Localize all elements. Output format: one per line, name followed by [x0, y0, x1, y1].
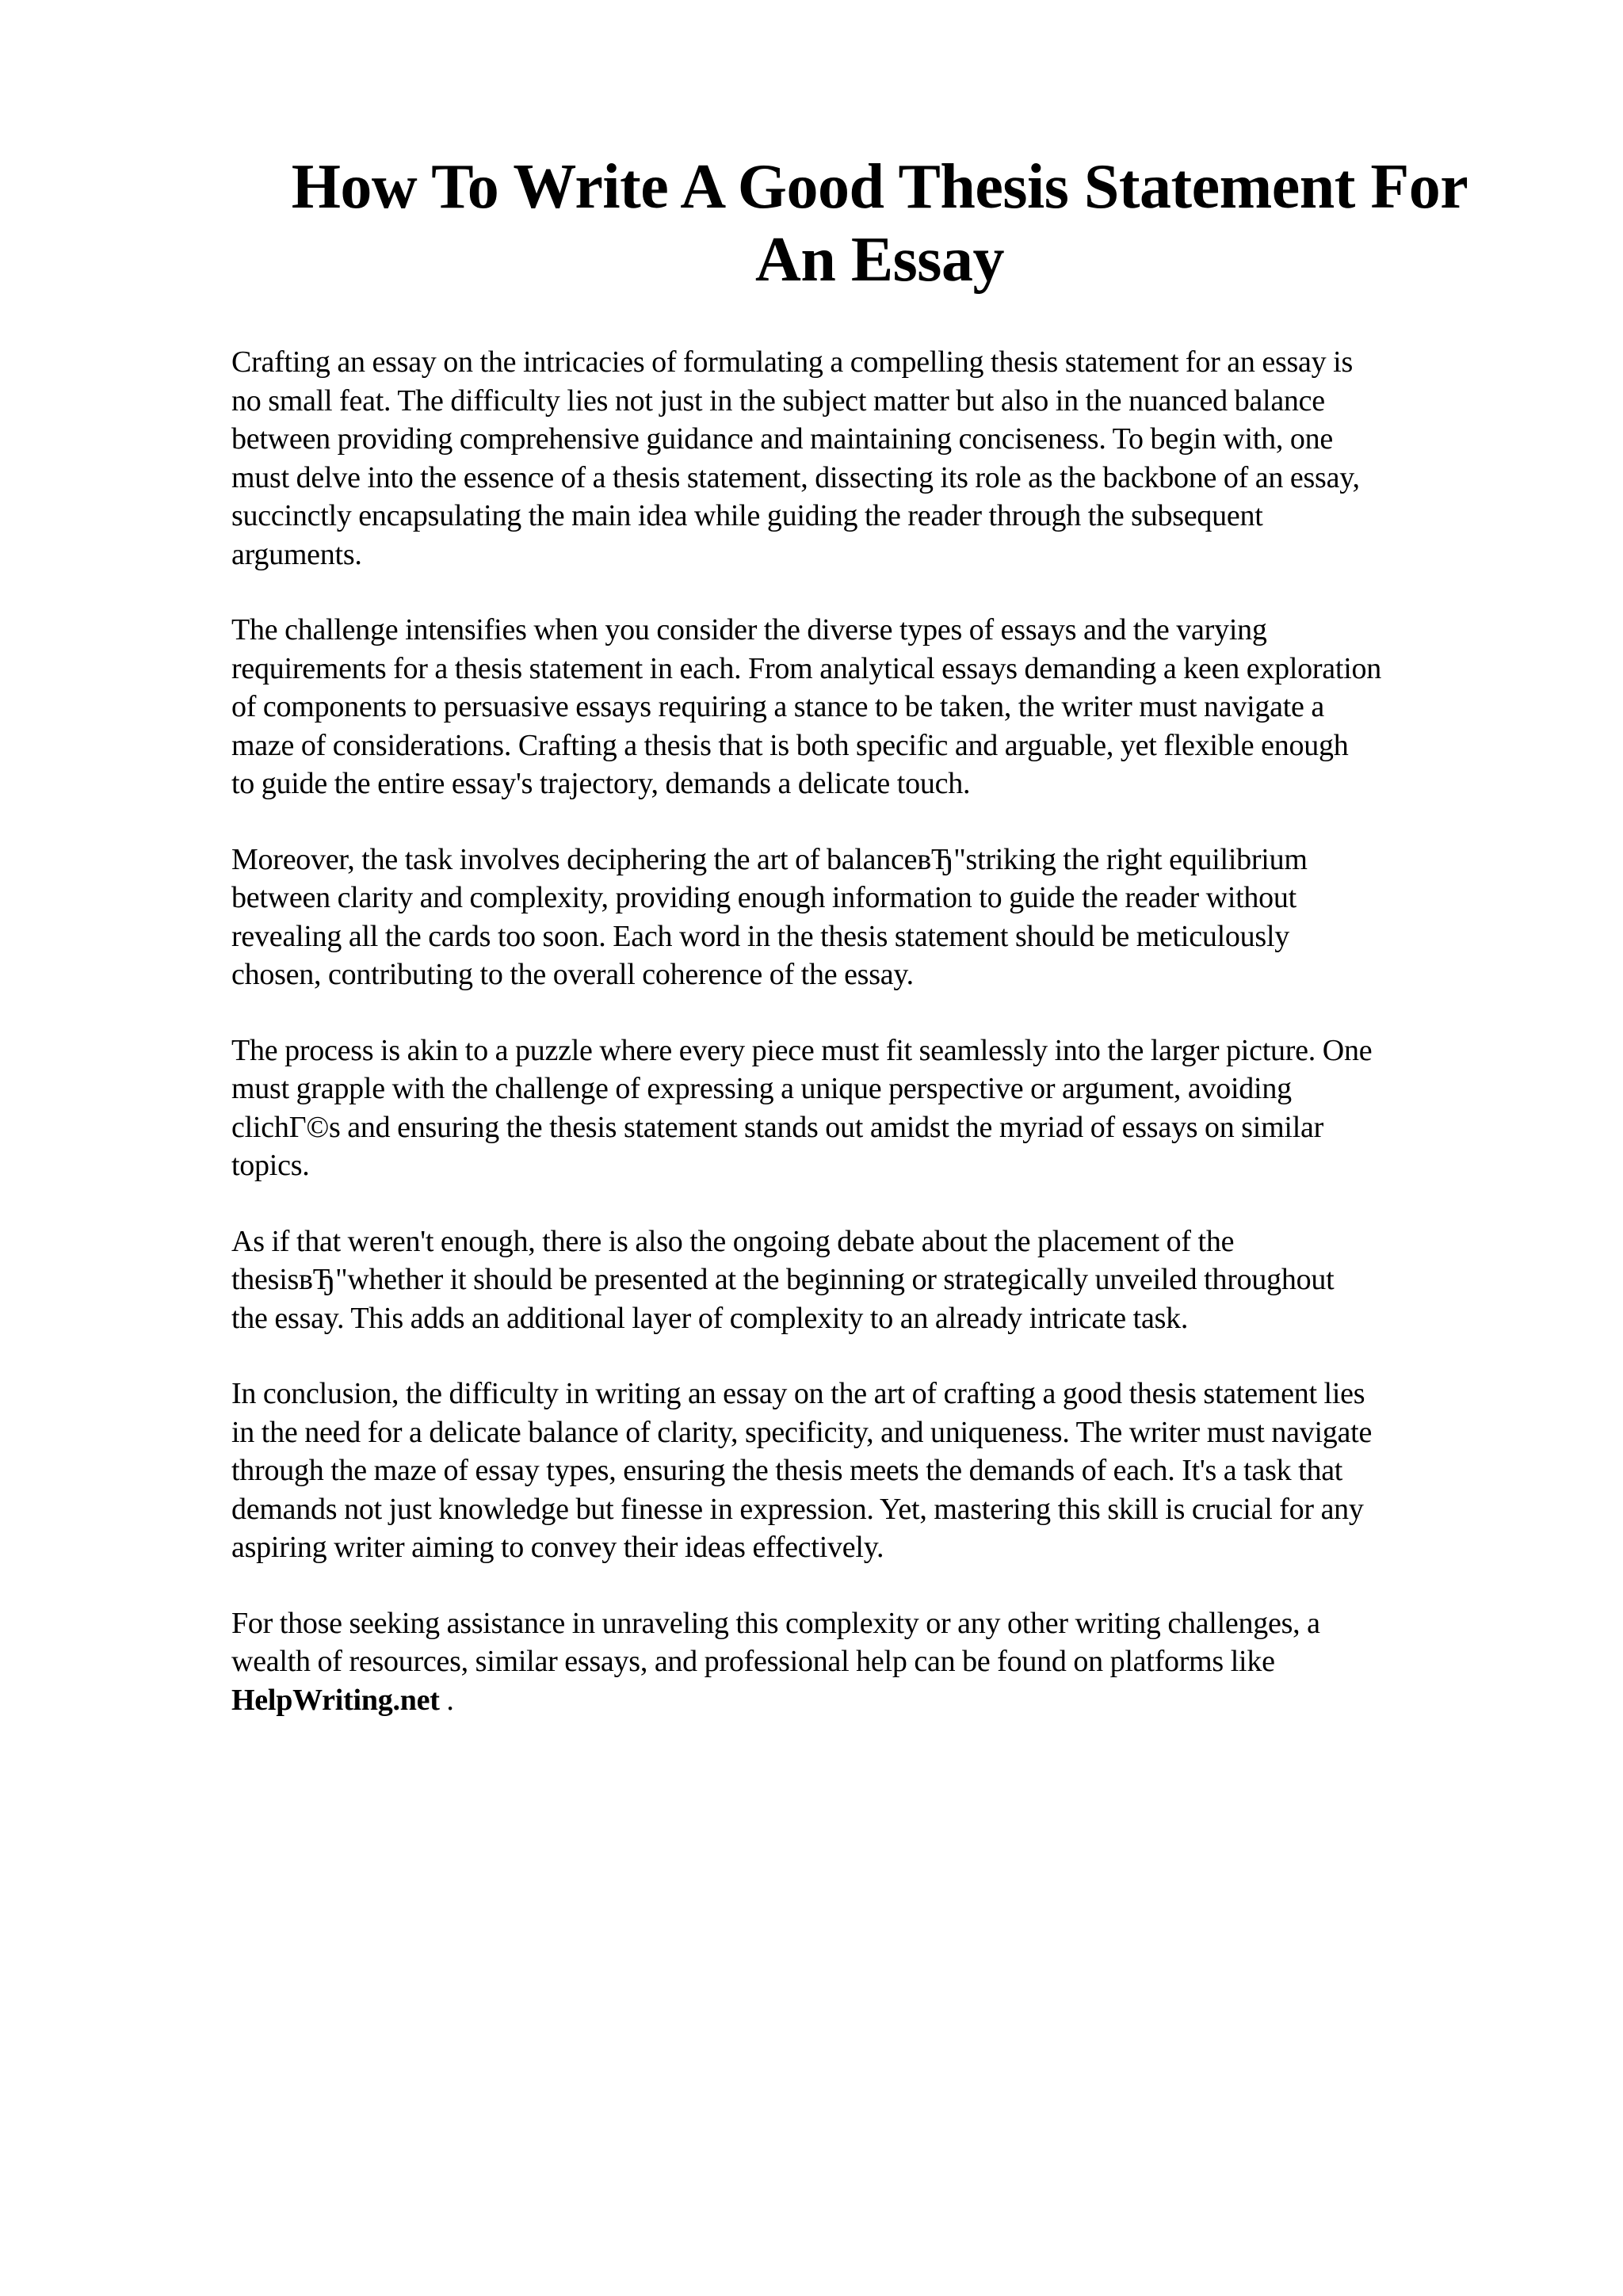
text-line: of components to persuasive essays requiring a stance to be taken, the writer must navigate a: [231, 690, 1325, 723]
document-title: [238, 151, 1522, 296]
text-line: must grapple with the challenge of expressing a unique perspective or argument, avoiding: [231, 1072, 1292, 1105]
text-line: clichГ©s and ensuring the thesis statement stands out amidst the myriad of essays on similar: [231, 1110, 1324, 1144]
text-line: revealing all the cards too soon. Each word in the thesis statement should be meticulously: [231, 919, 1290, 953]
paragraph-4: [231, 1032, 1531, 1185]
text-line: no small feat. The difficulty lies not just in the subject matter but also in the nuanced balance: [231, 383, 1325, 418]
paragraph-5: [231, 1222, 1531, 1338]
text-line: The challenge intensifies when you consider the diverse types of essays and the varying: [231, 613, 1267, 646]
text-line: In conclusion, the difficulty in writing an essay on the art of crafting a good thesis statement lies: [231, 1377, 1365, 1410]
text-line: As if that weren't enough, there is also the ongoing debate about the placement of the: [231, 1224, 1235, 1258]
link-trailing-period: .: [439, 1683, 454, 1717]
text-line: chosen, contributing to the overall coherence of the essay.: [231, 958, 914, 991]
text-line: the essay. This adds an additional layer of complexity to an already intricate task.: [231, 1301, 1189, 1335]
text-line: succinctly encapsulating the main idea while guiding the reader through the subsequent: [231, 499, 1263, 532]
text-line: between clarity and complexity, providing enough information to guide the reader without: [231, 881, 1296, 914]
title-line-1: How To Write A Good Thesis Statement For: [291, 152, 1468, 222]
document-body: [231, 343, 1531, 1756]
text-line: Crafting an essay on the intricacies of formulating a compelling thesis statement for an essay is: [231, 345, 1354, 379]
text-line: topics.: [231, 1149, 310, 1182]
text-line: Moreover, the task involves deciphering the art of balanceвЂ"striking the right equilibrium: [231, 842, 1308, 876]
paragraph-7: [231, 1604, 1531, 1720]
text-line: through the maze of essay types, ensuring the thesis meets the demands of each. It's a task that: [231, 1454, 1343, 1487]
title-line-2: An Essay: [755, 225, 1004, 295]
text-line: aspiring writer aiming to convey their ideas effectively.: [231, 1531, 884, 1564]
text-line: For those seeking assistance in unraveling this complexity or any other writing challenges, a: [231, 1606, 1320, 1640]
paragraph-1: [231, 343, 1531, 574]
text-line: to guide the entire essay's trajectory, demands a delicate touch.: [231, 767, 971, 800]
text-line: thesisвЂ"whether it should be presented at the beginning or strategically unveiled throughout: [231, 1263, 1335, 1296]
paragraph-2: [231, 611, 1531, 803]
paragraph-6: [231, 1375, 1531, 1567]
text-line: wealth of resources, similar essays, and professional help can be found on platforms like: [231, 1645, 1275, 1678]
text-line: arguments.: [231, 537, 362, 571]
text-line: The process is akin to a puzzle where every piece must fit seamlessly into the larger picture. One: [231, 1033, 1373, 1067]
text-line: between providing comprehensive guidance and maintaining conciseness. To begin with, one: [231, 422, 1334, 456]
text-line-with-link: [231, 1681, 1531, 1720]
helpwriting-link[interactable]: HelpWriting.net: [231, 1683, 440, 1717]
text-line: requirements for a thesis statement in each. From analytical essays demanding a keen exploration: [231, 651, 1382, 685]
text-line: maze of considerations. Crafting a thesis that is both specific and arguable, yet flexible enough: [231, 728, 1349, 762]
paragraph-3: [231, 841, 1531, 994]
text-line: must delve into the essence of a thesis statement, dissecting its role as the backbone of an essay,: [231, 460, 1360, 494]
text-line: in the need for a delicate balance of clarity, specificity, and uniqueness. The writer must navigate: [231, 1415, 1373, 1449]
text-line: demands not just knowledge but finesse in expression. Yet, mastering this skill is crucial for any: [231, 1492, 1364, 1526]
